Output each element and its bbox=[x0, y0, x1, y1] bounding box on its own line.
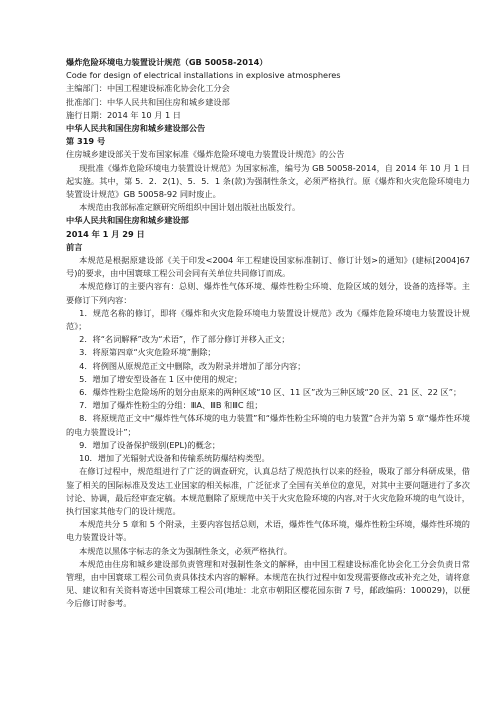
list-item: 6．爆炸性粉尘危险场所的划分由原来的两种区域“10 区、11 区”改为三种区域“20 区、21 区、22 区”； bbox=[79, 387, 462, 398]
preface-paragraph: 本规范以黑体字标志的条文为强制性条文，必须严格执行。 bbox=[79, 545, 292, 556]
approval-dept: 批准部门：中华人民共和国住房和城乡建设部 bbox=[66, 96, 230, 107]
preface-paragraph: 本规范修订的主要内容有：总则、爆炸性气体环境、爆炸性粉尘环境、危险区域的划分，设备的选择等。主要修订下列内容： bbox=[66, 281, 470, 305]
announcement-org: 中华人民共和国住房和城乡建设部公告 bbox=[66, 123, 206, 134]
announcement-publish: 本规范由我部标准定额研究所组织中国计划出版社出版发行。 bbox=[79, 202, 301, 213]
document-body bbox=[66, 56, 470, 611]
list-item: 10．增加了光辐射式设备和传输系统防爆结构类型。 bbox=[79, 453, 270, 464]
announcement-number: 第 319 号 bbox=[66, 136, 106, 147]
announcement-body: 现批准《爆炸危险环境电力装置设计规范》为国家标准，编号为 GB 50058-2014，自 2014 年 10 月 1 日起实施。其中，第 5．2．2(1)、5．5．1 条(款)为强制性条文，必须严格执行。原《爆炸和火灾危险环境电力装置设计规范》GB 50058-92 同时废止。 bbox=[66, 162, 470, 200]
effective-date: 施行日期：2014 年 10 月 1 日 bbox=[66, 109, 181, 120]
document-title: 爆炸危险环境电力装置设计规范（GB 50058-2014） bbox=[66, 57, 268, 67]
preface-paragraph: 本规范共分 5 章和 5 个附录，主要内容包括总则，术语，爆炸性气体环境，爆炸性粉尘环境，爆炸性环境的电力装置设计等。 bbox=[66, 519, 470, 543]
preface-heading: 前言 bbox=[66, 241, 83, 252]
signature-date: 2014 年 1 月 29 日 bbox=[66, 228, 145, 239]
list-item: 2．将“名词解释”改为“术语”，作了部分修订并移入正文； bbox=[79, 334, 290, 345]
preface-paragraph: 本规范由住房和城乡建设部负责管理和对强制性条文的解释，由中国工程建设标准化协会化工分会负责日常管理，由中国寰球工程公司负责具体技术内容的解释。本规范在执行过程中如发现需要修改或补充之处，请将意见、建议和有关资料寄送中国寰球工程公司(地址：北京市朝阳区樱花园东街 7 号，邮政编码：100029)，以便今后修订时参考。 bbox=[66, 558, 470, 609]
list-item: 5．增加了增安型设备在 1 区中使用的规定； bbox=[79, 373, 243, 384]
preface-paragraph: 在修订过程中，规范组进行了广泛的调查研究，认真总结了规范执行以来的经验，吸取了部分科研成果，借鉴了相关的国际标准及发达工业国家的相关标准，广泛征求了全国有关单位的意见，对其中主要问题进行了多次讨论、协调，最后经审查定稿。本规范删除了原规范中关于火灾危险环境的内容,对于火灾危险环境的电气设计，执行国家其他专门的设计规范。 bbox=[66, 466, 470, 516]
announcement-subject: 住房城乡建设部关于发布国家标准《爆炸危险环境电力装置设计规范》的公告 bbox=[66, 149, 345, 160]
preface-paragraph: 本规范是根据原建设部《关于印发<2004 年工程建设国家标准制订、修订计划>的通知》(建标[2004]67 号)的要求，由中国寰球工程公司会同有关单位共同修订而成。 bbox=[66, 255, 470, 279]
list-item: 7．增加了爆炸性粉尘的分组：ⅢA、ⅢB 和ⅢC 组； bbox=[79, 400, 263, 411]
editor-dept: 主编部门：中国工程建设标准化协会化工分会 bbox=[66, 83, 230, 94]
signature-org: 中华人民共和国住房和城乡建设部 bbox=[66, 215, 189, 226]
list-item: 1．规范名称的修订，即将《爆炸和火灾危险环境电力装置设计规范》改为《爆炸危险环境电力装置设计规范》； bbox=[66, 307, 470, 332]
document-title-en: Code for design of electrical installations in explosive atmospheres bbox=[66, 70, 341, 81]
list-item: 3．将原第四章“火灾危险环境”删除； bbox=[79, 347, 216, 358]
list-item: 8．将原规范正文中“爆炸性气体环境的电力装置”和“爆炸性粉尘环境的电力装置”合并为第 5 章“爆炸性环境的电力装置设计”； bbox=[66, 413, 470, 437]
list-item: 9．增加了设备保护级别(EPL)的概念； bbox=[79, 439, 221, 450]
list-item: 4．将例图从原规范正文中删除，改为附录并增加了部分内容； bbox=[79, 360, 306, 371]
